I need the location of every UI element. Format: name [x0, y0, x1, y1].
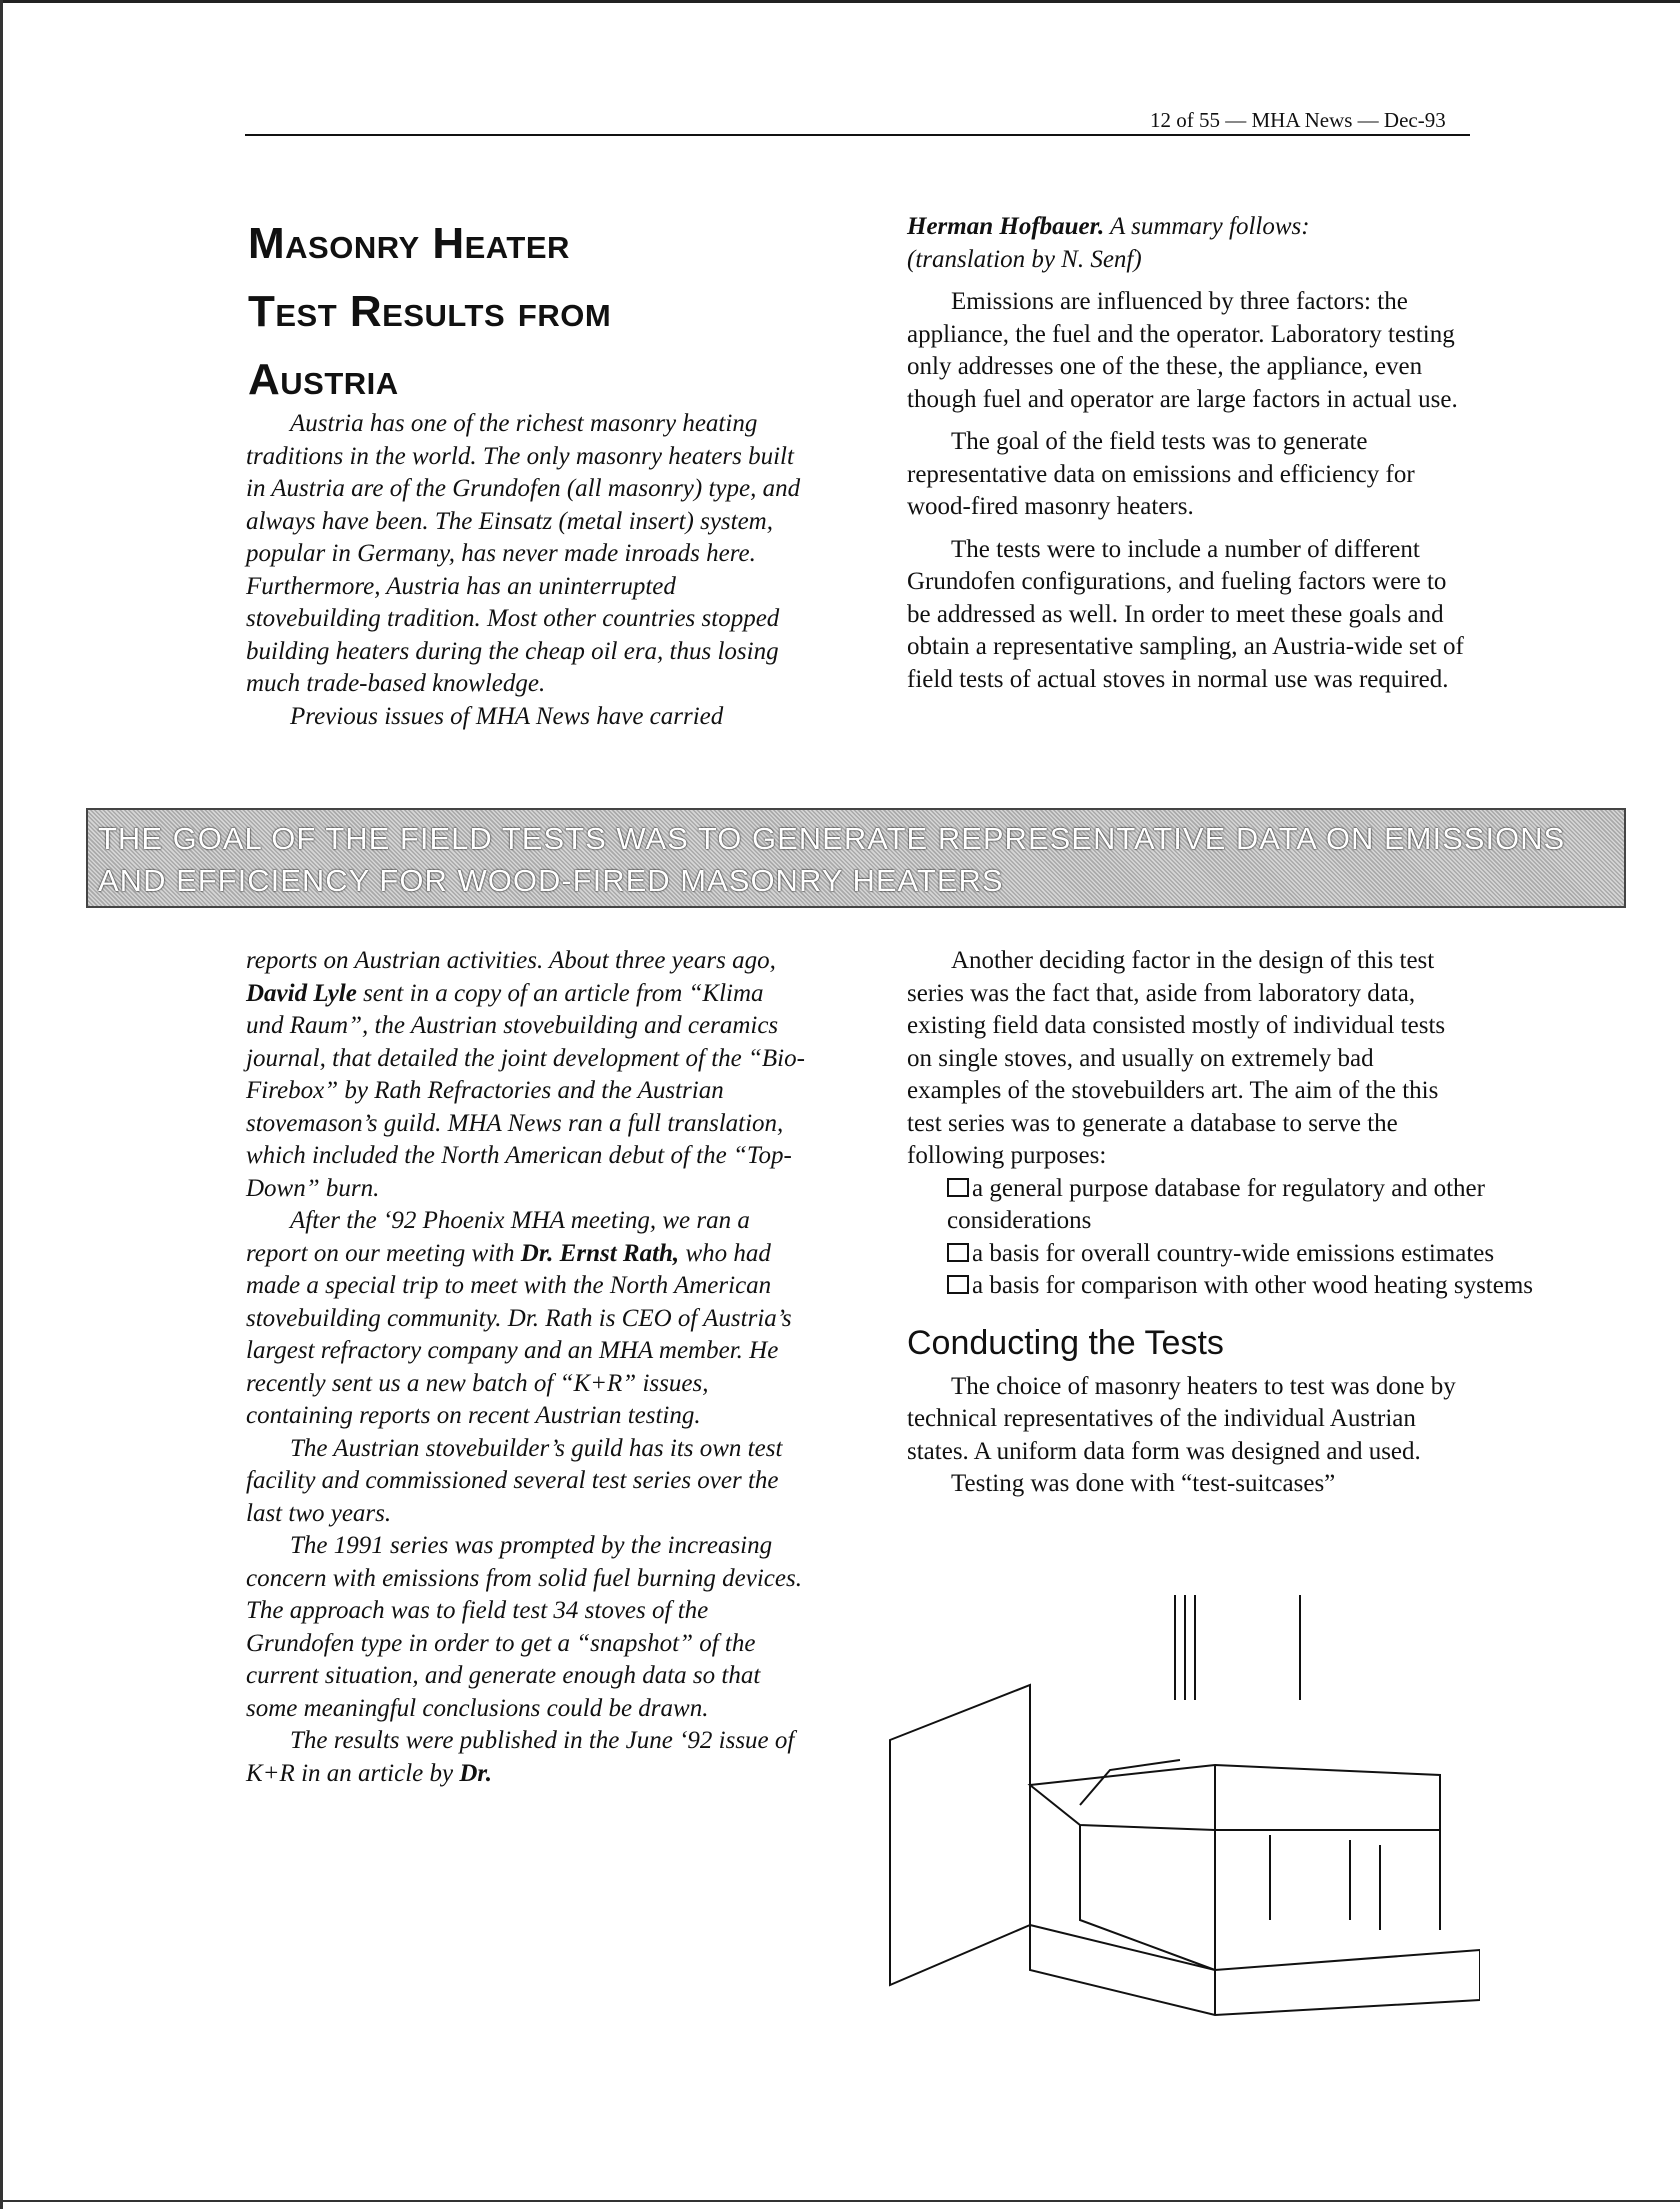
left-column-bottom: [246, 945, 806, 1790]
ernst-rath: Dr. Ernst Rath,: [520, 1239, 680, 1267]
phoenix-text-b: who had made a special trip to meet with the North American stovebuilding community. Dr. Rath is CEO of Austria’s largest refractory company and an MHA member. He recently sent us a new batch of “K+R” issues, containing reports on recent Austrian testing.: [246, 1239, 792, 1429]
results-text: The results were published in the June ‘92 issue of K+R in an article by: [246, 1727, 795, 1787]
emissions-paragraph: Emissions are influenced by three factors: the appliance, the fuel and the operator. Laboratory testing only addresses one of the these, the appliance, even though fuel and operator are large factors in actual use.: [907, 288, 1458, 413]
summary-follows: A summary follows:: [1104, 213, 1310, 240]
phoenix-text-a: After the ‘92 Phoenix MHA meeting, we ran a report on our meeting with: [246, 1207, 750, 1267]
results-paragraph: [246, 1725, 806, 1790]
purpose-bullet-2: [907, 1238, 1607, 1271]
title-line-3: Austria: [248, 355, 399, 404]
left-column-top: [246, 408, 806, 733]
purpose-bullet-2-text: a basis for overall country-wide emissions estimates: [972, 1239, 1495, 1267]
reports-text-a: reports on Austrian activities. About three years ago,: [246, 947, 776, 974]
byline: [907, 211, 1467, 244]
goal-paragraph: The goal of the field tests was to generate representative data on emissions and efficiency for wood-fired masonry heaters.: [907, 428, 1415, 520]
bottom-page-rule: [0, 2200, 1680, 2202]
deciding-factor-paragraph: Another deciding factor in the design of this test series was the fact that, aside from laboratory data, existing field data consisted mostly of individual tests on single stoves, and usually on extremely bad examples of the stovebuilders art. The aim of the this test series was to generate a database to serve the following purposes:: [907, 947, 1446, 1169]
reports-text-b: sent in a copy of an article from “Klima und Raum”, the Austrian stovebuilding and ceramics journal, that detailed the joint development of the “Bio-Firebox” by Rath Refractories and the Austrian stovemason’s guild. MHA News ran a full translation, which included the North American debut of the “Top-Down” burn.: [246, 979, 805, 1202]
right-column-bottom: [907, 945, 1607, 1501]
intro-paragraph: Austria has one of the richest masonry heating traditions in the world. The only masonry heaters built in Austria are of the Grundofen (all masonry) type, and always have been. The Einsatz (metal insert) system, popular in Germany, has never made inroads here. Furthermore, Austria has an uninterrupted stovebuilding tradition. Most other countries stopped building heaters during the cheap oil era, thus losing much trade-based knowledge.: [246, 410, 801, 697]
reports-paragraph: [246, 945, 806, 1205]
tests-paragraph: The tests were to include a number of different Grundofen configurations, and fueling factors were to be addressed as well. In order to meet these goals and obtain a representative sampling, an Austria-wide set of field tests of actual stoves in normal use was required.: [907, 535, 1464, 693]
guild-paragraph: The Austrian stovebuilder’s guild has its own test facility and commissioned several test series over the last two years.: [246, 1434, 783, 1527]
phoenix-paragraph: [246, 1205, 806, 1433]
checkbox-square-icon: [947, 1178, 969, 1197]
pull-quote: THE GOAL OF THE FIELD TESTS WAS TO GENERATE REPRESENTATIVE DATA ON EMISSIONS AND EFFICIENCY FOR WOOD-FIRED MASONRY HEATERS: [86, 808, 1626, 908]
left-page-edge: [0, 0, 3, 2209]
results-dr: Dr.: [459, 1759, 493, 1787]
checkbox-square-icon: [947, 1275, 969, 1294]
checkbox-square-icon: [947, 1243, 969, 1262]
translation-credit: (translation by N. Senf): [907, 245, 1142, 273]
running-header: 12 of 55 — MHA News — Dec-93: [1150, 108, 1446, 132]
article-title: [248, 210, 808, 414]
masonry-heater-illustration: [880, 1590, 1480, 2020]
top-page-rule: [0, 0, 1680, 3]
choice-paragraph: The choice of masonry heaters to test was done by technical representatives of the individual Austrian states. A uniform data form was designed and used.: [907, 1372, 1456, 1465]
series-1991-paragraph: The 1991 series was prompted by the increasing concern with emissions from solid fuel burning devices. The approach was to field test 34 stoves of the Grundofen type in order to get a “snapshot” of the current situation, and generate enough data so that some meaningful conclusions could be drawn.: [246, 1532, 802, 1722]
purpose-bullet-1: [907, 1173, 1607, 1238]
section-heading: Conducting the Tests: [907, 1323, 1224, 1362]
purpose-bullet-3-text: a basis for comparison with other wood heating systems: [972, 1272, 1534, 1299]
header-rule: [245, 134, 1470, 136]
previous-issues-line: Previous issues of MHA News have carried: [290, 702, 724, 730]
title-line-1: Masonry Heater: [248, 219, 570, 268]
purpose-bullet-3: [907, 1270, 1607, 1303]
purpose-bullet-1-text: a general purpose database for regulatory and other considerations: [947, 1174, 1485, 1234]
hofbauer-name: Herman Hofbauer.: [907, 213, 1105, 240]
david-lyle: David Lyle: [246, 979, 357, 1007]
title-line-2: Test Results from: [248, 287, 612, 336]
right-column-top: [907, 211, 1467, 696]
suitcase-paragraph: Testing was done with “test-suitcases”: [951, 1470, 1336, 1497]
